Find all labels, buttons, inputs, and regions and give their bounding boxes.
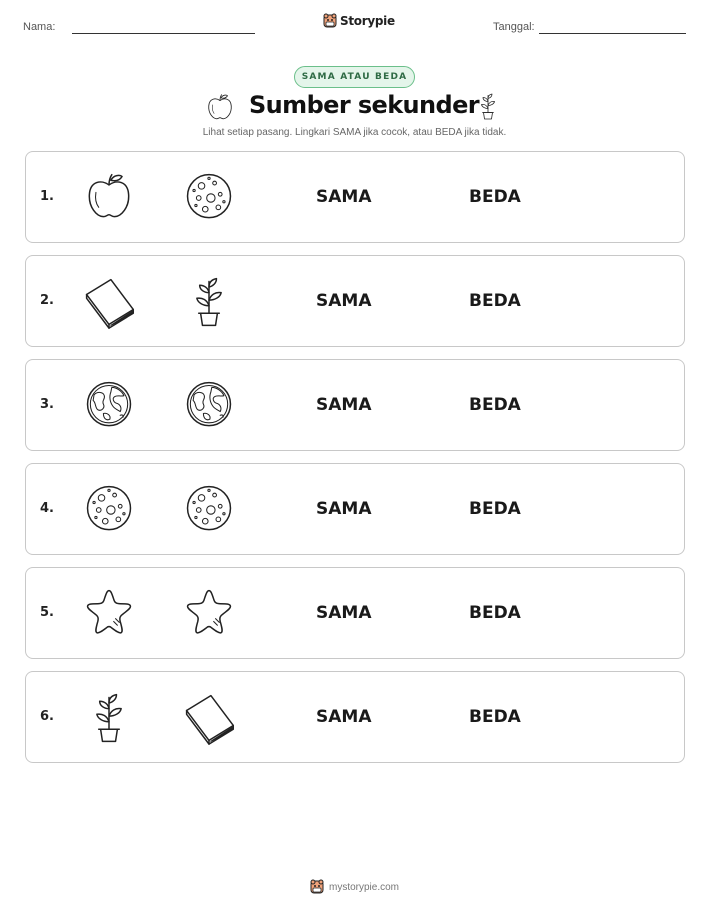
date-label: Tanggal: xyxy=(493,21,535,33)
different-option[interactable]: BEDA xyxy=(469,395,521,415)
star-icon xyxy=(181,586,237,642)
exercise-row xyxy=(25,151,685,243)
row-number: 3. xyxy=(40,397,54,412)
footer xyxy=(0,879,709,895)
footer-url: mystorypie.com xyxy=(328,881,399,893)
plant-icon xyxy=(476,90,500,122)
apple-icon xyxy=(205,92,235,122)
same-option[interactable]: SAMA xyxy=(316,603,372,623)
same-option[interactable]: SAMA xyxy=(316,499,372,519)
row-number: 5. xyxy=(40,605,54,620)
exercise-row xyxy=(25,359,685,451)
name-label: Nama: xyxy=(23,21,56,33)
moon-icon xyxy=(181,482,237,538)
name-field[interactable] xyxy=(72,33,255,34)
title-row xyxy=(0,90,709,126)
earth-icon xyxy=(81,378,137,434)
different-option[interactable]: BEDA xyxy=(469,499,521,519)
date-field[interactable] xyxy=(539,33,686,34)
plant-icon xyxy=(81,690,137,746)
activity-badge: SAMA ATAU BEDA xyxy=(294,66,415,88)
same-option[interactable]: SAMA xyxy=(316,187,372,207)
page-title: Sumber sekunder xyxy=(249,91,480,119)
book-icon xyxy=(181,690,237,746)
brand-name: Storypie xyxy=(340,14,395,28)
same-option[interactable]: SAMA xyxy=(316,291,372,311)
moon-icon xyxy=(81,482,137,538)
exercise-row xyxy=(25,671,685,763)
moon-icon xyxy=(181,170,237,226)
book-icon xyxy=(81,274,137,330)
same-option[interactable]: SAMA xyxy=(316,707,372,727)
same-option[interactable]: SAMA xyxy=(316,395,372,415)
brand-logo xyxy=(323,13,395,29)
star-icon xyxy=(81,586,137,642)
apple-icon xyxy=(81,170,137,226)
worksheet-header xyxy=(0,12,709,42)
different-option[interactable]: BEDA xyxy=(469,603,521,623)
row-number: 2. xyxy=(40,293,54,308)
exercise-row xyxy=(25,255,685,347)
exercise-row xyxy=(25,567,685,659)
exercise-row xyxy=(25,463,685,555)
different-option[interactable]: BEDA xyxy=(469,187,521,207)
different-option[interactable]: BEDA xyxy=(469,707,521,727)
mascot-icon xyxy=(310,879,324,895)
row-number: 6. xyxy=(40,709,54,724)
row-number: 1. xyxy=(40,189,54,204)
mascot-icon xyxy=(323,13,337,29)
different-option[interactable]: BEDA xyxy=(469,291,521,311)
earth-icon xyxy=(181,378,237,434)
row-number: 4. xyxy=(40,501,54,516)
instructions: Lihat setiap pasang. Lingkari SAMA jika cocok, atau BEDA jika tidak. xyxy=(202,127,507,138)
plant-icon xyxy=(181,274,237,330)
